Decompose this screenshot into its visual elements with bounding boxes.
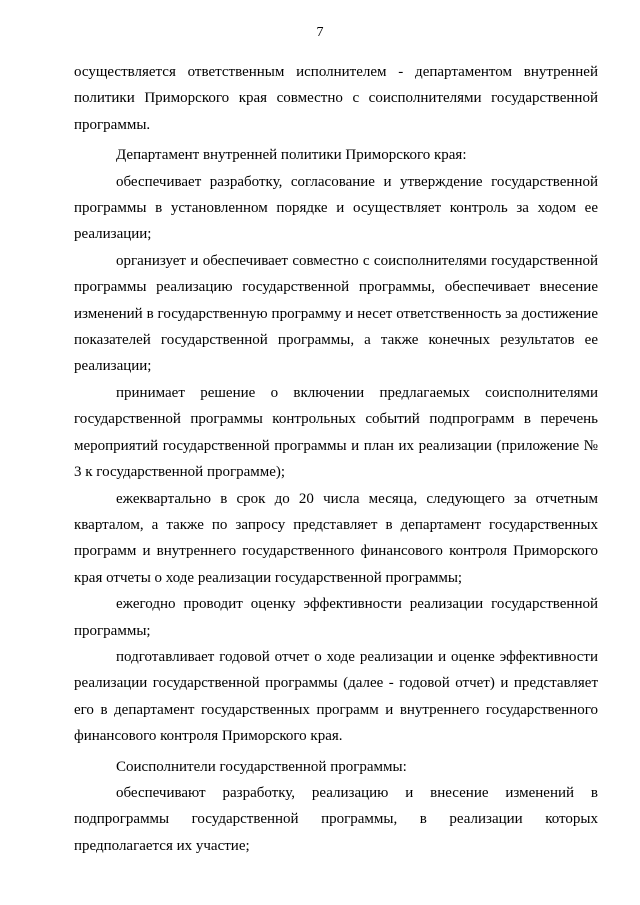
page-number: 7 <box>316 25 324 40</box>
paragraph-co-executors-heading: Соисполнители государственной программы: <box>116 758 407 775</box>
paragraph-organizes-implementation: организует и обеспечивает совместно с соисполнителями государственной программы реализацию государственной программы, обеспечивает внесение изменений в государственную программу и несет ответственность за достижение показателей государственной программы, а также конечных результатов ее реализации; <box>74 252 598 375</box>
paragraph-annual-evaluation: ежегодно проводит оценку эффективности реализации государственной программы; <box>74 596 598 639</box>
document-body <box>74 59 598 859</box>
paragraph-co-executors-duties: обеспечивают разработку, реализацию и внесение изменений в подпрограммы государственной программы, в реализации которых предполагается их участие; <box>74 784 598 854</box>
paragraph-department-heading: Департамент внутренней политики Приморского края: <box>116 147 467 164</box>
paragraph-quarterly-reports: ежеквартально в срок до 20 числа месяца, следующего за отчетным кварталом, а также по запросу представляет в департамент государственных программ и внутреннего государственного финансового контроля Приморского края отчеты о ходе реализации государственной программы; <box>74 490 598 586</box>
paragraph-ensures-development: обеспечивает разработку, согласование и утверждение государственной программы в установленном порядке и осуществляет контроль за ходом ее реализации; <box>74 173 598 243</box>
paragraph-annual-report: подготавливает годовой отчет о ходе реализации и оценке эффективности реализации государственной программы (далее - годовой отчет) и представляет его в департамент государственных программ и внутреннего государственного финансового контроля Приморского края. <box>74 648 598 745</box>
paragraph-responsible-executor: осуществляется ответственным исполнителем - департаментом внутренней политики Приморского края совместно с соисполнителями государственной программы. <box>74 64 598 133</box>
paragraph-control-events-decision: принимает решение о включении предлагаемых соисполнителями государственной программы контрольных событий подпрограмм в перечень мероприятий государственной программы и план их реализации (приложение № 3 к государственной программе); <box>74 384 598 481</box>
